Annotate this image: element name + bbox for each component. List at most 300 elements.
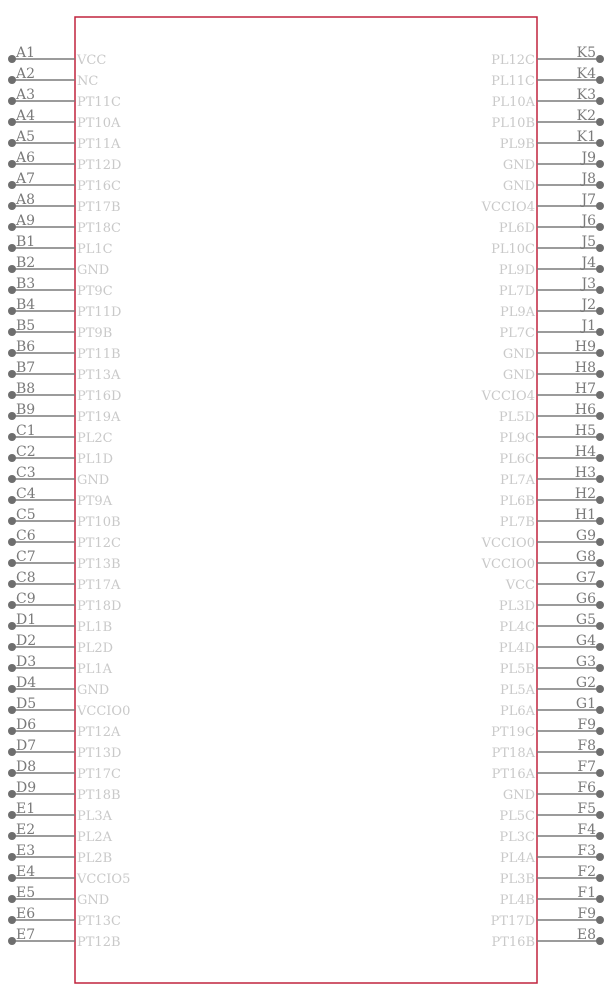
pin-terminal-dot <box>8 76 16 84</box>
pin-name: PT11A <box>77 137 121 152</box>
pin-terminal-dot <box>8 559 16 567</box>
pin-terminal-dot <box>8 244 16 252</box>
pin-terminal-dot <box>8 55 16 63</box>
pin-name: PT19A <box>77 410 121 425</box>
pin-terminal-dot <box>596 727 604 735</box>
pin-number: G1 <box>575 696 596 712</box>
pin-terminal-dot <box>8 937 16 945</box>
right-pin <box>499 444 604 467</box>
pin-number: A8 <box>16 192 36 208</box>
pin-terminal-dot <box>8 685 16 693</box>
pin-terminal-dot <box>8 832 16 840</box>
pin-number: F7 <box>577 759 596 775</box>
pin-number: K5 <box>576 45 596 61</box>
right-pin <box>503 150 604 173</box>
pin-name: VCCIO0 <box>481 536 535 551</box>
left-pin <box>8 654 113 677</box>
right-pin <box>499 633 604 656</box>
pin-name: PT17C <box>77 767 121 782</box>
right-pin <box>500 486 604 509</box>
pin-number: A9 <box>16 213 36 229</box>
pin-terminal-dot <box>596 664 604 672</box>
pin-terminal-dot <box>596 433 604 441</box>
pin-number: C7 <box>16 549 36 565</box>
right-pin <box>503 780 604 803</box>
pin-name: PL4A <box>499 851 535 866</box>
pin-terminal-dot <box>8 748 16 756</box>
pin-name: PT17D <box>490 914 535 929</box>
left-pin <box>8 297 121 320</box>
pin-name: GND <box>77 893 110 908</box>
right-pin <box>499 423 604 446</box>
left-pin <box>8 87 121 110</box>
pin-terminal-dot <box>8 706 16 714</box>
right-pin <box>503 171 604 194</box>
pin-name: PL5C <box>499 809 535 824</box>
pin-name: PL7A <box>499 473 535 488</box>
pin-terminal-dot <box>596 622 604 630</box>
pin-number: A7 <box>16 171 36 187</box>
pin-name: PT11B <box>77 347 121 362</box>
pin-name: PL9D <box>498 263 535 278</box>
pin-name: PT17A <box>77 578 121 593</box>
pin-name: PL3C <box>499 830 535 845</box>
pin-number: B5 <box>16 318 36 334</box>
pin-terminal-dot <box>8 727 16 735</box>
pin-name: PL10A <box>491 95 535 110</box>
pin-terminal-dot <box>596 244 604 252</box>
left-pin <box>8 549 121 572</box>
pin-name: VCCIO0 <box>481 557 535 572</box>
pin-terminal-dot <box>596 76 604 84</box>
pin-terminal-dot <box>596 790 604 798</box>
right-pin <box>492 759 604 782</box>
pin-number: J9 <box>581 150 596 166</box>
pin-number: C3 <box>16 465 36 481</box>
pin-number: J5 <box>581 234 596 250</box>
pin-terminal-dot <box>8 265 16 273</box>
right-pin <box>500 507 604 530</box>
right-pin <box>491 234 604 257</box>
left-pin <box>8 927 121 950</box>
pin-number: C8 <box>16 570 36 586</box>
left-pin <box>8 423 113 446</box>
pin-number: C2 <box>16 444 36 460</box>
left-pin <box>8 507 121 530</box>
pin-name: PT16D <box>77 389 122 404</box>
pin-terminal-dot <box>596 895 604 903</box>
pin-number: B1 <box>16 234 36 250</box>
pin-name: PT16B <box>491 935 535 950</box>
pin-name: PL12C <box>491 53 535 68</box>
pin-terminal-dot <box>8 895 16 903</box>
pin-number: D1 <box>16 612 37 628</box>
pin-terminal-dot <box>596 811 604 819</box>
pin-number: B7 <box>16 360 36 376</box>
right-pin <box>500 843 604 866</box>
pin-number: G8 <box>575 549 596 565</box>
right-pin-column <box>481 45 604 950</box>
pin-number: A4 <box>16 108 36 124</box>
pin-number: J8 <box>581 171 596 187</box>
right-pin <box>503 339 604 362</box>
left-pin <box>8 465 109 488</box>
right-pin <box>499 801 604 824</box>
pin-name: PT10B <box>77 515 121 530</box>
left-pin <box>8 129 121 152</box>
pin-terminal-dot <box>8 139 16 147</box>
pin-name: PL11C <box>491 74 535 89</box>
right-pin <box>503 360 604 383</box>
pin-number: D7 <box>16 738 37 754</box>
left-pin <box>8 444 113 467</box>
pin-number: H7 <box>574 381 596 397</box>
pin-number: D9 <box>16 780 37 796</box>
pin-number: C4 <box>16 486 36 502</box>
pin-number: G7 <box>575 570 596 586</box>
left-pin <box>8 675 109 698</box>
pin-number: F9 <box>577 906 596 922</box>
right-pin <box>500 696 604 719</box>
pin-name: PL6B <box>499 494 535 509</box>
pin-terminal-dot <box>596 118 604 126</box>
pin-name: PL1B <box>77 620 113 635</box>
pin-name: PL3B <box>499 872 535 887</box>
pin-number: E2 <box>16 822 36 838</box>
pin-terminal-dot <box>596 559 604 567</box>
pin-name: PL3D <box>498 599 535 614</box>
pin-name: PT13A <box>77 368 121 383</box>
pin-terminal-dot <box>596 349 604 357</box>
left-pin <box>8 528 121 551</box>
pin-terminal-dot <box>8 412 16 420</box>
pin-number: G9 <box>575 528 596 544</box>
pin-number: A6 <box>16 150 36 166</box>
pin-name: GND <box>77 263 110 278</box>
right-pin <box>499 276 604 299</box>
pin-terminal-dot <box>596 601 604 609</box>
pin-name: PT10A <box>77 116 121 131</box>
left-pin <box>8 45 106 68</box>
left-pin <box>8 255 109 278</box>
right-pin <box>499 318 604 341</box>
pin-terminal-dot <box>596 748 604 756</box>
left-pin <box>8 486 113 509</box>
pin-name: PL9C <box>499 431 535 446</box>
pin-number: D6 <box>16 717 37 733</box>
left-pin <box>8 738 121 761</box>
pin-number: B6 <box>16 339 36 355</box>
pin-name: PL1C <box>77 242 113 257</box>
pin-number: C1 <box>16 423 36 439</box>
left-pin <box>8 864 130 887</box>
pin-number: F1 <box>577 885 596 901</box>
pin-name: PL9B <box>499 137 535 152</box>
pin-number: C6 <box>16 528 36 544</box>
pin-number: D8 <box>16 759 37 775</box>
pin-name: PL7D <box>498 284 535 299</box>
pin-name: PT9B <box>77 326 113 341</box>
pin-number: F4 <box>577 822 596 838</box>
right-pin <box>500 129 604 152</box>
pin-terminal-dot <box>8 181 16 189</box>
right-pin <box>481 549 604 572</box>
pin-terminal-dot <box>596 937 604 945</box>
pin-name: PT11C <box>77 95 121 110</box>
pin-name: PL5D <box>498 410 535 425</box>
pin-name: GND <box>502 368 535 383</box>
pin-terminal-dot <box>596 370 604 378</box>
pin-number: E5 <box>16 885 36 901</box>
pin-name: PT18D <box>77 599 122 614</box>
left-pin-column <box>8 45 130 950</box>
right-pin <box>492 738 604 761</box>
left-pin <box>8 885 109 908</box>
left-pin <box>8 234 113 257</box>
pin-terminal-dot <box>8 622 16 630</box>
right-pin <box>499 822 604 845</box>
pin-terminal-dot <box>8 328 16 336</box>
pin-name: VCCIO5 <box>77 872 131 887</box>
pin-name: PT13C <box>77 914 121 929</box>
left-pin <box>8 717 121 740</box>
right-pin <box>499 255 604 278</box>
pin-name: GND <box>502 788 535 803</box>
pin-terminal-dot <box>8 853 16 861</box>
pin-number: E1 <box>16 801 36 817</box>
pin-name: PT18B <box>77 788 121 803</box>
pin-number: D5 <box>16 696 37 712</box>
pin-number: J3 <box>581 276 596 292</box>
pin-terminal-dot <box>596 475 604 483</box>
left-pin <box>8 192 121 215</box>
pin-number: B3 <box>16 276 36 292</box>
left-pin <box>8 66 98 89</box>
pin-number: H4 <box>574 444 596 460</box>
pin-terminal-dot <box>8 496 16 504</box>
right-pin <box>505 570 604 593</box>
left-pin <box>8 318 112 341</box>
pin-number: B8 <box>16 381 36 397</box>
right-pin <box>500 297 604 320</box>
left-pin <box>8 381 121 404</box>
pin-name: PT13B <box>77 557 121 572</box>
pin-terminal-dot <box>596 412 604 420</box>
left-pin <box>8 276 113 299</box>
pin-number: E8 <box>576 927 596 943</box>
pin-terminal-dot <box>596 853 604 861</box>
pin-number: B2 <box>16 255 36 271</box>
pin-name: PL6D <box>498 221 535 236</box>
pin-number: G4 <box>575 633 596 649</box>
right-pin <box>491 45 604 68</box>
pin-terminal-dot <box>596 580 604 588</box>
pin-number: B9 <box>16 402 36 418</box>
pin-terminal-dot <box>596 643 604 651</box>
left-pin <box>8 696 130 719</box>
pin-name: PT12B <box>77 935 121 950</box>
pin-name: PL5B <box>499 662 535 677</box>
pin-terminal-dot <box>8 307 16 315</box>
pin-terminal-dot <box>8 643 16 651</box>
pin-name: PT18C <box>77 221 121 236</box>
pin-terminal-dot <box>596 685 604 693</box>
pin-terminal-dot <box>596 517 604 525</box>
pin-terminal-dot <box>596 916 604 924</box>
right-pin <box>500 885 604 908</box>
pin-terminal-dot <box>596 832 604 840</box>
right-pin <box>500 864 604 887</box>
pin-terminal-dot <box>596 55 604 63</box>
pin-number: E7 <box>16 927 36 943</box>
right-pin <box>491 717 604 740</box>
pin-number: F3 <box>577 843 596 859</box>
left-pin <box>8 612 112 635</box>
left-pin <box>8 171 121 194</box>
pin-number: E6 <box>16 906 36 922</box>
pin-number: A3 <box>16 87 36 103</box>
left-pin <box>8 591 121 614</box>
pin-name: PT9A <box>77 494 113 509</box>
pin-terminal-dot <box>596 265 604 273</box>
pin-number: F6 <box>577 780 596 796</box>
pin-terminal-dot <box>8 916 16 924</box>
pin-number: H9 <box>574 339 596 355</box>
pin-name: PL2A <box>77 830 113 845</box>
pin-terminal-dot <box>8 580 16 588</box>
pin-terminal-dot <box>8 97 16 105</box>
right-pin <box>492 87 604 110</box>
pin-number: G5 <box>575 612 596 628</box>
pin-name: PL4C <box>499 620 535 635</box>
pin-name: PL7B <box>499 515 535 530</box>
pin-name: PT12A <box>77 725 121 740</box>
left-pin <box>8 822 113 845</box>
pin-name: PL6C <box>499 452 535 467</box>
pin-name: GND <box>502 179 535 194</box>
pin-name: PT16A <box>491 767 535 782</box>
pin-terminal-dot <box>8 874 16 882</box>
right-pin <box>499 591 604 614</box>
pin-number: J7 <box>581 192 596 208</box>
pin-name: PT16C <box>77 179 121 194</box>
pin-number: F5 <box>577 801 596 817</box>
left-pin <box>8 633 113 656</box>
right-pin <box>491 66 604 89</box>
pin-name: PT11D <box>77 305 122 320</box>
pin-terminal-dot <box>596 139 604 147</box>
pin-terminal-dot <box>596 706 604 714</box>
left-pin <box>8 402 121 425</box>
pin-terminal-dot <box>596 496 604 504</box>
pin-terminal-dot <box>596 391 604 399</box>
pin-number: K2 <box>576 108 596 124</box>
pin-number: H3 <box>574 465 596 481</box>
left-pin <box>8 780 121 803</box>
pin-terminal-dot <box>596 181 604 189</box>
pin-number: J4 <box>581 255 596 271</box>
right-pin <box>491 906 604 929</box>
pin-terminal-dot <box>596 874 604 882</box>
pin-terminal-dot <box>8 475 16 483</box>
pin-name: PT9C <box>77 284 113 299</box>
left-pin <box>8 360 121 383</box>
pin-number: F8 <box>577 738 596 754</box>
pin-number: F9 <box>577 717 596 733</box>
pin-name: PL4B <box>499 893 535 908</box>
pin-number: A2 <box>16 66 36 82</box>
pin-terminal-dot <box>8 769 16 777</box>
right-pin <box>492 108 604 131</box>
pin-terminal-dot <box>8 601 16 609</box>
pin-name: PL1D <box>77 452 114 467</box>
pin-terminal-dot <box>8 538 16 546</box>
pin-number: F2 <box>577 864 596 880</box>
pin-number: E4 <box>16 864 36 880</box>
left-pin <box>8 843 112 866</box>
pin-number: K3 <box>576 87 596 103</box>
pin-terminal-dot <box>8 118 16 126</box>
pin-number: J2 <box>581 297 596 313</box>
pin-name: GND <box>502 158 535 173</box>
pin-name: GND <box>77 473 110 488</box>
right-pin <box>500 654 604 677</box>
pin-number: D2 <box>16 633 37 649</box>
pin-number: K1 <box>576 129 596 145</box>
pin-name: PL7C <box>499 326 535 341</box>
right-pin <box>481 528 604 551</box>
pin-name: PT18A <box>491 746 535 761</box>
pin-terminal-dot <box>8 811 16 819</box>
pin-terminal-dot <box>596 454 604 462</box>
pin-terminal-dot <box>596 769 604 777</box>
pin-number: E3 <box>16 843 36 859</box>
pin-terminal-dot <box>596 307 604 315</box>
pin-name: PT19C <box>491 725 535 740</box>
pin-number: H5 <box>574 423 596 439</box>
pin-name: PL10B <box>491 116 535 131</box>
pin-terminal-dot <box>8 517 16 525</box>
pin-number: C5 <box>16 507 36 523</box>
pin-number: H8 <box>574 360 596 376</box>
pin-terminal-dot <box>596 160 604 168</box>
right-pin <box>491 927 604 950</box>
pin-number: G2 <box>575 675 596 691</box>
pin-terminal-dot <box>8 391 16 399</box>
left-pin <box>8 906 121 929</box>
component-body <box>75 17 537 983</box>
pin-name: PT17B <box>77 200 121 215</box>
right-pin <box>499 213 604 236</box>
pin-name: PL5A <box>499 683 535 698</box>
right-pin <box>500 675 604 698</box>
right-pin <box>499 612 604 635</box>
left-pin <box>8 570 121 593</box>
pin-number: G6 <box>575 591 596 607</box>
pin-name: PL2D <box>77 641 114 656</box>
pin-name: PL4D <box>498 641 535 656</box>
pin-number: H1 <box>574 507 596 523</box>
left-pin <box>8 339 121 362</box>
pin-name: VCCIO0 <box>77 704 131 719</box>
left-pin <box>8 213 121 236</box>
pin-name: VCCIO4 <box>481 200 535 215</box>
pin-number: C9 <box>16 591 36 607</box>
pin-terminal-dot <box>596 538 604 546</box>
pin-number: A5 <box>16 129 36 145</box>
pin-name: PL2B <box>77 851 113 866</box>
pin-number: G3 <box>575 654 596 670</box>
